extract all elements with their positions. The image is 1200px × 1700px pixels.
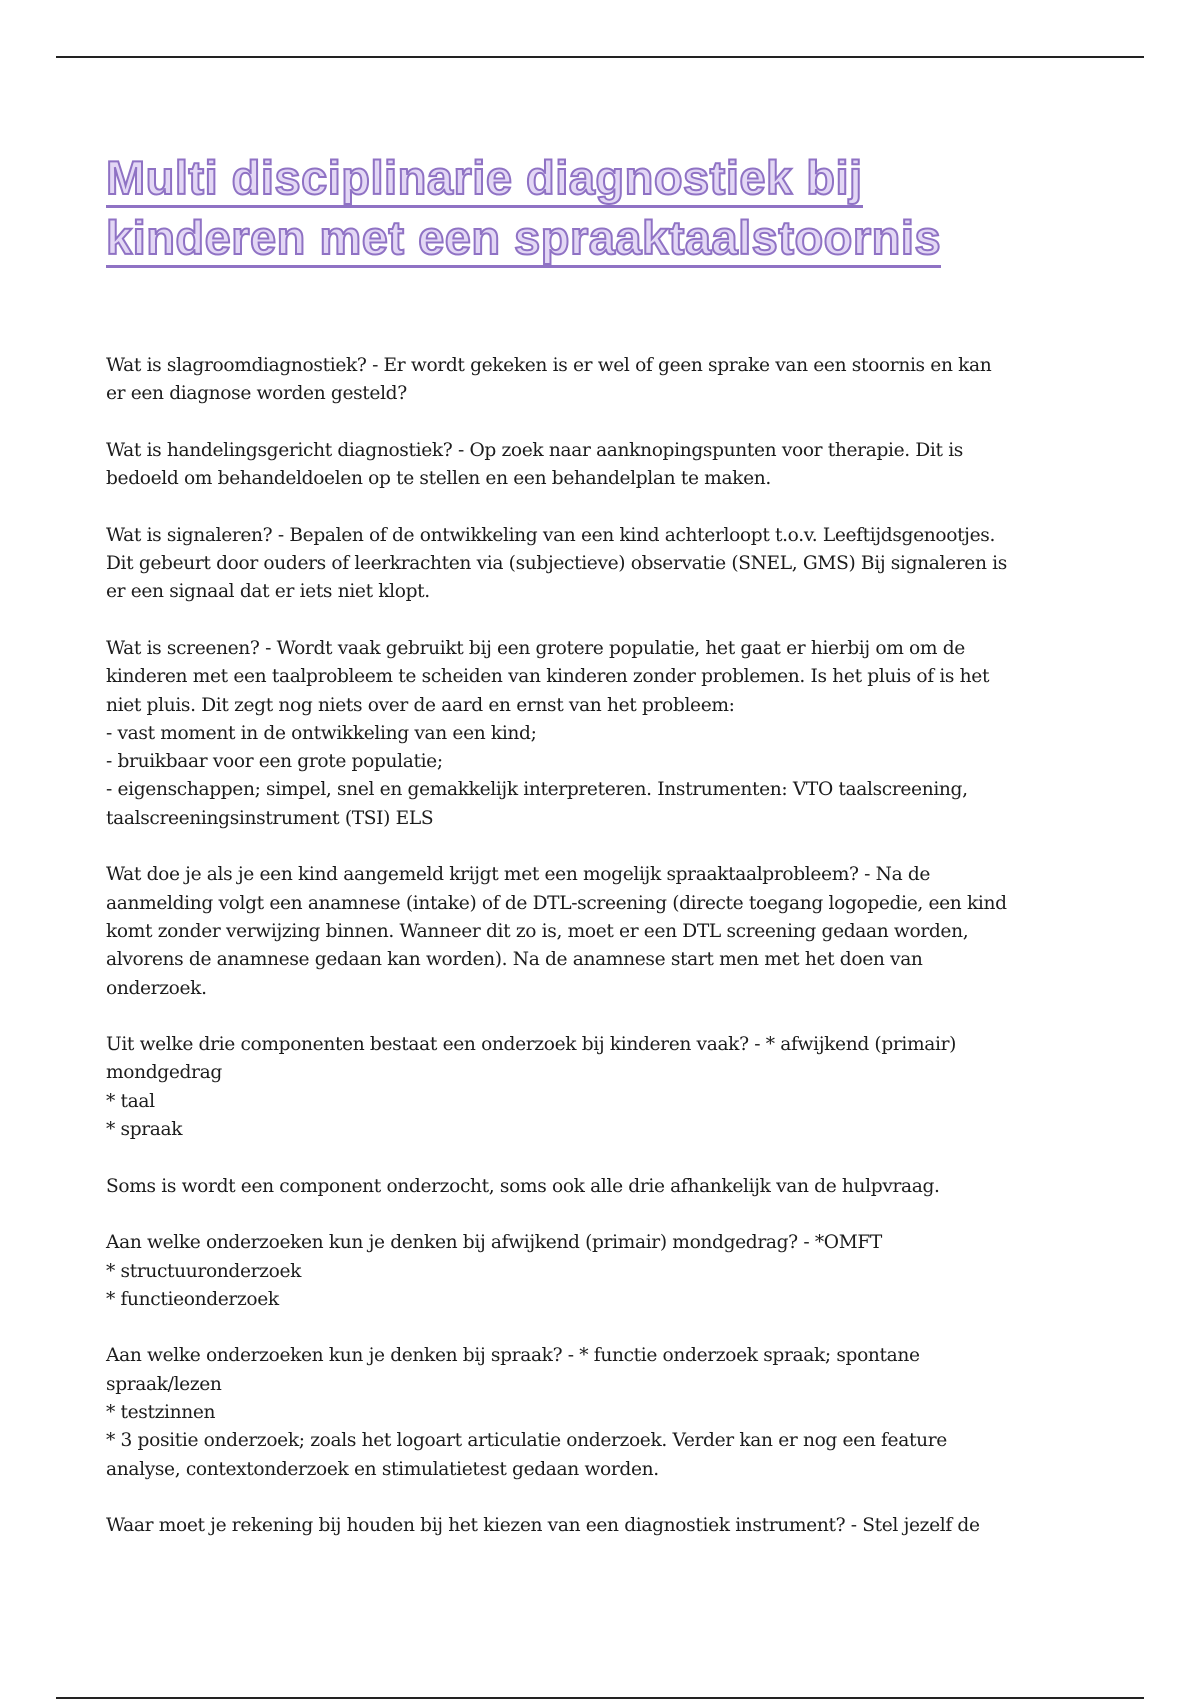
text-line: er een diagnose worden gesteld? <box>106 383 407 405</box>
text-line: Aan welke onderzoeken kun je denken bij afwijkend (primair) mondgedrag? - *OMFT <box>106 1232 882 1254</box>
header-rule <box>56 56 1144 58</box>
text-line: Wat doe je als je een kind aangemeld krijgt met een mogelijk spraaktaalprobleem? - Na de <box>106 864 931 886</box>
text-line: Soms is wordt een component onderzocht, soms ook alle drie afhankelijk van de hulpvraag. <box>106 1175 940 1197</box>
qa-paragraph <box>106 861 1126 1002</box>
text-line: Aan welke onderzoeken kun je denken bij spraak? - * functie onderzoek spraak; spontane <box>106 1345 920 1367</box>
text-line: Waar moet je rekening bij houden bij het kiezen van een diagnostiek instrument? - Stel jezelf de <box>106 1515 980 1537</box>
text-line: * functieonderzoek <box>106 1288 279 1310</box>
text-line: taalscreeningsinstrument (TSI) ELS <box>106 807 434 829</box>
qa-paragraph <box>106 1512 1126 1540</box>
text-line: spraak/lezen <box>106 1373 222 1395</box>
text-line: * taal <box>106 1090 155 1112</box>
text-line: onderzoek. <box>106 977 207 999</box>
text-line: - eigenschappen; simpel, snel en gemakkelijk interpreteren. Instrumenten: VTO taalscreening, <box>106 779 968 801</box>
text-line: Dit gebeurt door ouders of leerkrachten via (subjectieve) observatie (SNEL, GMS) Bij signaleren is <box>106 553 1007 575</box>
qa-paragraph <box>106 437 1126 494</box>
text-line: aanmelding volgt een anamnese (intake) of de DTL-screening (directe toegang logopedie, een kind <box>106 892 1007 914</box>
qa-paragraph <box>106 1229 1126 1314</box>
text-line: er een signaal dat er iets niet klopt. <box>106 581 430 603</box>
text-line: * spraak <box>106 1119 183 1141</box>
qa-paragraph <box>106 1031 1126 1144</box>
text-line: * testzinnen <box>106 1401 216 1423</box>
text-line: Wat is screenen? - Wordt vaak gebruikt bij een grotere populatie, het gaat er hierbij om om de <box>106 637 965 659</box>
text-line: Wat is signaleren? - Bepalen of de ontwikkeling van een kind achterloopt t.o.v. Leeftijdsgenootjes. <box>106 524 996 546</box>
qa-paragraph <box>106 1342 1126 1483</box>
document-title <box>106 148 1106 268</box>
text-line: alvorens de anamnese gedaan kan worden). Na de anamnese start men met het doen van <box>106 949 923 971</box>
qa-paragraph <box>106 352 1126 409</box>
title-line: kinderen met een spraaktaalstoornis <box>106 211 941 268</box>
text-line: Wat is slagroomdiagnostiek? - Er wordt gekeken is er wel of geen sprake van een stoornis en kan <box>106 355 992 376</box>
title-line: Multi disciplinarie diagnostiek bij <box>106 151 863 208</box>
text-line: komt zonder verwijzing binnen. Wanneer dit zo is, moet er een DTL screening gedaan worden, <box>106 920 969 942</box>
text-line: bedoeld om behandeldoelen op te stellen en een behandelplan te maken. <box>106 468 771 490</box>
text-line: Uit welke drie componenten bestaat een onderzoek bij kinderen vaak? - * afwijkend (primair) <box>106 1034 957 1056</box>
qa-paragraph <box>106 1173 1126 1201</box>
qa-paragraph <box>106 635 1126 833</box>
text-line: Wat is handelingsgericht diagnostiek? - Op zoek naar aanknopingspunten voor therapie. Dit is <box>106 439 963 461</box>
text-line: - vast moment in de ontwikkeling van een kind; <box>106 722 537 744</box>
text-line: * structuuronderzoek <box>106 1260 302 1282</box>
text-line: analyse, contextonderzoek en stimulatietest gedaan worden. <box>106 1458 659 1480</box>
document-body <box>106 352 1126 1569</box>
footer-rule <box>56 1697 1144 1699</box>
text-line: mondgedrag <box>106 1062 222 1084</box>
text-line: kinderen met een taalprobleem te scheiden van kinderen zonder problemen. Is het pluis of is het <box>106 666 990 688</box>
text-line: * 3 positie onderzoek; zoals het logoart articulatie onderzoek. Verder kan er nog een feature <box>106 1430 947 1452</box>
qa-paragraph <box>106 522 1126 607</box>
text-line: - bruikbaar voor een grote populatie; <box>106 751 443 773</box>
text-line: niet pluis. Dit zegt nog niets over de aard en ernst van het probleem: <box>106 694 735 716</box>
